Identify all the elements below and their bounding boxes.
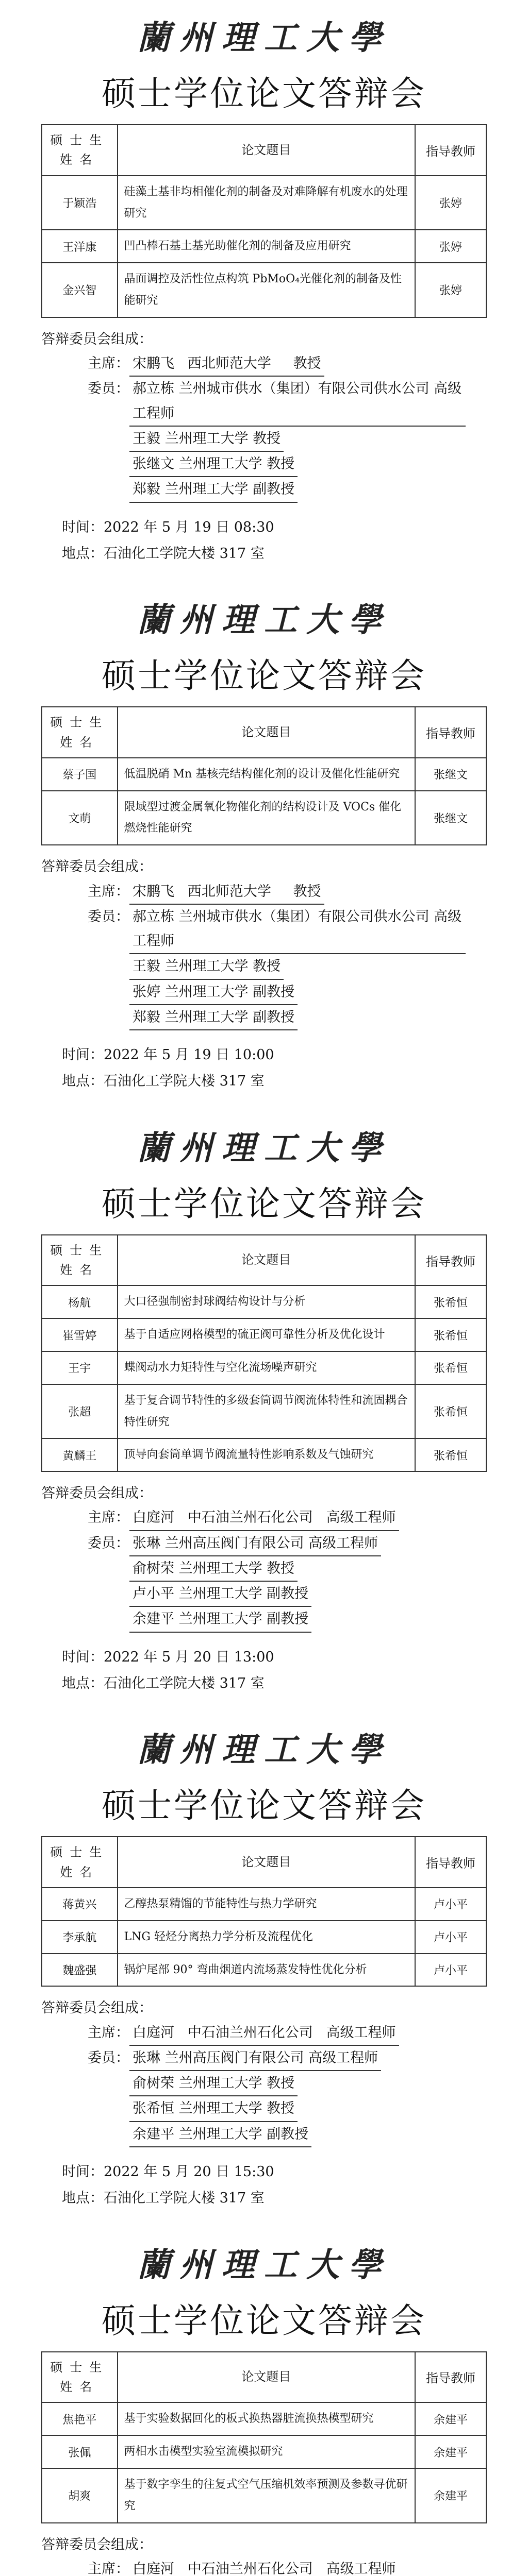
- member-row: [41, 2096, 487, 2122]
- chair-row: [41, 2557, 487, 2576]
- header-advisor: 指导教师: [415, 707, 486, 758]
- section-title: 硕士学位论文答辩会: [102, 1786, 426, 1826]
- committee-label: 答辩委员会组成：: [41, 2536, 153, 2553]
- spacer: [41, 1697, 487, 1712]
- thesis-topic: 凹凸棒石基土基光助催化剂的制备及应用研究: [118, 230, 416, 263]
- defense-place: 地点：石油化工学院大楼 317 室: [62, 1073, 265, 1090]
- student-name: 张超: [42, 1384, 118, 1439]
- thesis-topic: 锅炉尾部 90° 弯曲烟道内流场蒸发特性优化分析: [118, 1954, 416, 1987]
- student-name: 王洋康: [42, 230, 118, 263]
- member-row: [41, 2046, 487, 2071]
- member-row: [41, 1607, 487, 1632]
- defense-section: [0, 0, 528, 582]
- defense-place: 地点：石油化工学院大楼 317 室: [62, 2190, 265, 2207]
- spacer: [41, 567, 487, 582]
- member-row: [41, 1556, 487, 1582]
- member-entry: 余建平 兰州理工大学 副教授: [129, 1607, 311, 1632]
- thesis-topic: 基于自适应网格模型的硫正阀可靠性分析及优化设计: [118, 1318, 416, 1351]
- table-row: [42, 1954, 486, 1987]
- committee: [41, 1481, 487, 1633]
- member-row: [41, 2122, 487, 2147]
- table-header-row: [42, 125, 486, 176]
- header-advisor: 指导教师: [415, 1837, 486, 1888]
- table-row: [42, 1384, 486, 1439]
- student-name: 于颖浩: [42, 176, 118, 230]
- section-title: 硕士学位论文答辩会: [102, 2300, 426, 2341]
- table-row: [42, 2468, 486, 2523]
- member-row: [41, 377, 487, 427]
- defense-time: 时间：2022 年 5 月 19 日 08:30: [62, 519, 274, 535]
- chair-label: 主席：: [88, 2561, 129, 2576]
- student-name: 杨航: [42, 1285, 118, 1318]
- member-indent: [41, 1582, 129, 1607]
- member-entry: 俞树荣 兰州理工大学 教授: [129, 2071, 298, 2096]
- committee: [41, 327, 487, 503]
- thesis-table: [41, 2351, 487, 2523]
- member-row: [41, 452, 487, 477]
- student-name: 李承航: [42, 1921, 118, 1954]
- header-student: 硕士生姓名: [42, 2352, 118, 2403]
- advisor-name: 张婷: [415, 230, 486, 263]
- defense-section: [0, 1712, 528, 2227]
- member-indent: [41, 2096, 129, 2122]
- member-entry: 郑毅 兰州理工大学 副教授: [129, 1005, 298, 1030]
- member-entry: 张继文 兰州理工大学 教授: [129, 452, 298, 477]
- university-logo: 蘭州理工大學: [137, 1731, 391, 1770]
- table-row: [42, 1921, 486, 1954]
- chair-label: 主席：: [88, 883, 129, 900]
- table-header-row: [42, 707, 486, 758]
- thesis-topic: LNG 轻烃分离热力学分析及流程优化: [118, 1921, 416, 1954]
- spacer: [41, 1095, 487, 1110]
- section-title: 硕士学位论文答辩会: [102, 656, 426, 696]
- thesis-topic: 硅藻土基非均相催化剂的制备及对难降解有机废水的处理研究: [118, 176, 416, 230]
- chair-label: 主席：: [88, 2024, 129, 2041]
- defense-section: [0, 582, 528, 1110]
- section-title: 硕士学位论文答辩会: [102, 1183, 426, 1224]
- header-advisor: 指导教师: [415, 2352, 486, 2403]
- defense-section: [0, 1110, 528, 1713]
- defense-time: 时间：2022 年 5 月 20 日 13:00: [62, 1649, 274, 1665]
- member-entry: 郝立栋 兰州城市供水（集团）有限公司供水公司 高级工程师: [129, 377, 466, 427]
- thesis-topic: 两相水击模型实验室流模拟研究: [118, 2435, 416, 2468]
- chair-row: [41, 879, 487, 905]
- advisor-name: 张希恒: [415, 1384, 486, 1439]
- member-indent: [41, 2071, 129, 2096]
- members-label: 委员：: [88, 908, 129, 925]
- spacer: [41, 2212, 487, 2227]
- header-advisor: 指导教师: [415, 1235, 486, 1286]
- university-logo: 蘭州理工大學: [137, 1128, 391, 1167]
- thesis-table: [41, 1234, 487, 1472]
- table-row: [42, 1351, 486, 1384]
- chair-label: 主席：: [88, 1510, 129, 1526]
- advisor-name: 卢小平: [415, 1888, 486, 1921]
- chair-label: 主席：: [88, 355, 129, 372]
- student-name: 焦艳平: [42, 2402, 118, 2435]
- header-student: 硕士生姓名: [42, 707, 118, 758]
- advisor-name: 张希恒: [415, 1438, 486, 1471]
- member-entry: 郝立栋 兰州城市供水（集团）有限公司供水公司 高级工程师: [129, 905, 466, 955]
- member-row: [41, 1531, 487, 1556]
- member-indent: [41, 1607, 129, 1632]
- spacer: [41, 503, 487, 514]
- member-row: [41, 477, 487, 502]
- member-indent: [41, 1556, 129, 1582]
- table-header-row: [42, 1837, 486, 1888]
- member-row: [41, 980, 487, 1005]
- advisor-name: 张婷: [415, 176, 486, 230]
- member-indent: [41, 477, 129, 502]
- student-name: 黄麟王: [42, 1438, 118, 1471]
- member-entry: 张婷 兰州理工大学 副教授: [129, 980, 298, 1005]
- committee: [41, 2533, 487, 2576]
- student-name: 魏盛强: [42, 1954, 118, 1987]
- committee-label: 答辩委员会组成：: [41, 859, 153, 875]
- university-logo: 蘭州理工大學: [137, 19, 391, 57]
- thesis-topic: 低温脱硝 Mn 基核壳结构催化剂的设计及催化性能研究: [118, 758, 416, 791]
- table-row: [42, 230, 486, 263]
- advisor-name: 张继文: [415, 791, 486, 845]
- member-row: [41, 2071, 487, 2096]
- thesis-topic: 基于数字孪生的往复式空气压缩机效率预测及参数寻优研究: [118, 2468, 416, 2523]
- committee-label: 答辩委员会组成：: [41, 2000, 153, 2016]
- member-entry: 郑毅 兰州理工大学 副教授: [129, 477, 298, 502]
- member-entry: 王毅 兰州理工大学 教授: [129, 954, 284, 979]
- member-indent: [41, 427, 129, 452]
- member-entry: 余建平 兰州理工大学 副教授: [129, 2122, 311, 2147]
- member-entry: 张希恒 兰州理工大学 教授: [129, 2096, 298, 2122]
- student-name: 金兴智: [42, 263, 118, 317]
- members-label: 委员：: [88, 381, 129, 397]
- table-row: [42, 1285, 486, 1318]
- header-topic: 论文题目: [118, 1837, 416, 1888]
- member-entry: 张琳 兰州高压阀门有限公司 高级工程师: [129, 2046, 381, 2071]
- table-row: [42, 1318, 486, 1351]
- student-name: 张佩: [42, 2435, 118, 2468]
- table-row: [42, 1888, 486, 1921]
- thesis-table: [41, 1836, 487, 1987]
- chair-entry: 宋鹏飞 西北师范大学 教授: [129, 879, 324, 905]
- member-row: [41, 1582, 487, 1607]
- spacer: [41, 1633, 487, 1644]
- members-label: 委员：: [88, 2049, 129, 2066]
- thesis-topic: 乙醇热泵精馏的节能特性与热力学研究: [118, 1888, 416, 1921]
- member-indent: [41, 2122, 129, 2147]
- member-row: [41, 905, 487, 955]
- member-row: [41, 427, 487, 452]
- header-topic: 论文题目: [118, 707, 416, 758]
- student-name: 蔡子国: [42, 758, 118, 791]
- header-topic: 论文题目: [118, 125, 416, 176]
- section-title: 硕士学位论文答辩会: [102, 74, 426, 113]
- thesis-topic: 蝶阀动水力矩特性与空化流场噪声研究: [118, 1351, 416, 1384]
- thesis-table: [41, 124, 487, 318]
- thesis-topic: 基于复合调节特性的多级套筒调节阀流体特性和流固耦合特性研究: [118, 1384, 416, 1439]
- table-row: [42, 791, 486, 845]
- advisor-name: 卢小平: [415, 1921, 486, 1954]
- university-logo: 蘭州理工大學: [137, 601, 391, 640]
- header-topic: 论文题目: [118, 1235, 416, 1286]
- chair-entry: 白庭河 中石油兰州石化公司 高级工程师: [129, 1505, 399, 1531]
- committee: [41, 1996, 487, 2147]
- table-row: [42, 176, 486, 230]
- member-indent: [41, 452, 129, 477]
- advisor-name: 张希恒: [415, 1318, 486, 1351]
- committee-label: 答辩委员会组成：: [41, 1485, 153, 1502]
- advisor-name: 余建平: [415, 2435, 486, 2468]
- defense-section: [0, 2227, 528, 2576]
- advisor-name: 余建平: [415, 2468, 486, 2523]
- defense-place: 地点：石油化工学院大楼 317 室: [62, 1675, 265, 1691]
- student-name: 胡爽: [42, 2468, 118, 2523]
- thesis-topic: 顶导向套筒单调节阀流量特性影响系数及气蚀研究: [118, 1438, 416, 1471]
- advisor-name: 张继文: [415, 758, 486, 791]
- defense-time: 时间：2022 年 5 月 19 日 10:00: [62, 1047, 274, 1063]
- advisor-name: 张希恒: [415, 1351, 486, 1384]
- thesis-topic: 晶面调控及活性位点构筑 PbMoO₄光催化剂的制备及性能研究: [118, 263, 416, 317]
- chair-entry: 白庭河 中石油兰州石化公司 高级工程师: [129, 2557, 399, 2576]
- member-entry: 张琳 兰州高压阀门有限公司 高级工程师: [129, 1531, 381, 1556]
- member-entry: 王毅 兰州理工大学 教授: [129, 427, 284, 452]
- member-entry: 俞树荣 兰州理工大学 教授: [129, 1556, 298, 1582]
- thesis-table: [41, 706, 487, 845]
- table-header-row: [42, 1235, 486, 1286]
- student-name: 蒋黄兴: [42, 1888, 118, 1921]
- member-indent: [41, 1005, 129, 1030]
- thesis-topic: 大口径强制密封球阀结构设计与分析: [118, 1285, 416, 1318]
- header-topic: 论文题目: [118, 2352, 416, 2403]
- header-advisor: 指导教师: [415, 125, 486, 176]
- member-row: [41, 954, 487, 979]
- advisor-name: 张希恒: [415, 1285, 486, 1318]
- chair-row: [41, 1505, 487, 1531]
- table-row: [42, 2435, 486, 2468]
- table-row: [42, 2402, 486, 2435]
- committee-label: 答辩委员会组成：: [41, 331, 153, 347]
- student-name: 王宇: [42, 1351, 118, 1384]
- defense-place: 地点：石油化工学院大楼 317 室: [62, 545, 265, 562]
- advisor-name: 张婷: [415, 263, 486, 317]
- chair-entry: 宋鹏飞 西北师范大学 教授: [129, 351, 324, 377]
- spacer: [41, 1030, 487, 1042]
- header-student: 硕士生姓名: [42, 1837, 118, 1888]
- member-row: [41, 1005, 487, 1030]
- table-row: [42, 758, 486, 791]
- header-student: 硕士生姓名: [42, 125, 118, 176]
- thesis-topic: 基于实验数据回化的板式换热器脏流换热模型研究: [118, 2402, 416, 2435]
- table-header-row: [42, 2352, 486, 2403]
- chair-row: [41, 351, 487, 377]
- members-label: 委员：: [88, 1535, 129, 1551]
- table-row: [42, 1438, 486, 1471]
- committee: [41, 855, 487, 1030]
- member-indent: [41, 980, 129, 1005]
- defense-time: 时间：2022 年 5 月 20 日 15:30: [62, 2163, 274, 2180]
- member-indent: [41, 954, 129, 979]
- student-name: 文萌: [42, 791, 118, 845]
- chair-row: [41, 2021, 487, 2046]
- thesis-topic: 限域型过渡金属氧化物催化剂的结构设计及 VOCs 催化燃烧性能研究: [118, 791, 416, 845]
- spacer: [41, 2147, 487, 2159]
- advisor-name: 卢小平: [415, 1954, 486, 1987]
- table-row: [42, 263, 486, 317]
- chair-entry: 白庭河 中石油兰州石化公司 高级工程师: [129, 2021, 399, 2046]
- member-entry: 卢小平 兰州理工大学 副教授: [129, 1582, 311, 1607]
- university-logo: 蘭州理工大學: [137, 2245, 391, 2284]
- advisor-name: 余建平: [415, 2402, 486, 2435]
- student-name: 崔雪婷: [42, 1318, 118, 1351]
- header-student: 硕士生姓名: [42, 1235, 118, 1286]
